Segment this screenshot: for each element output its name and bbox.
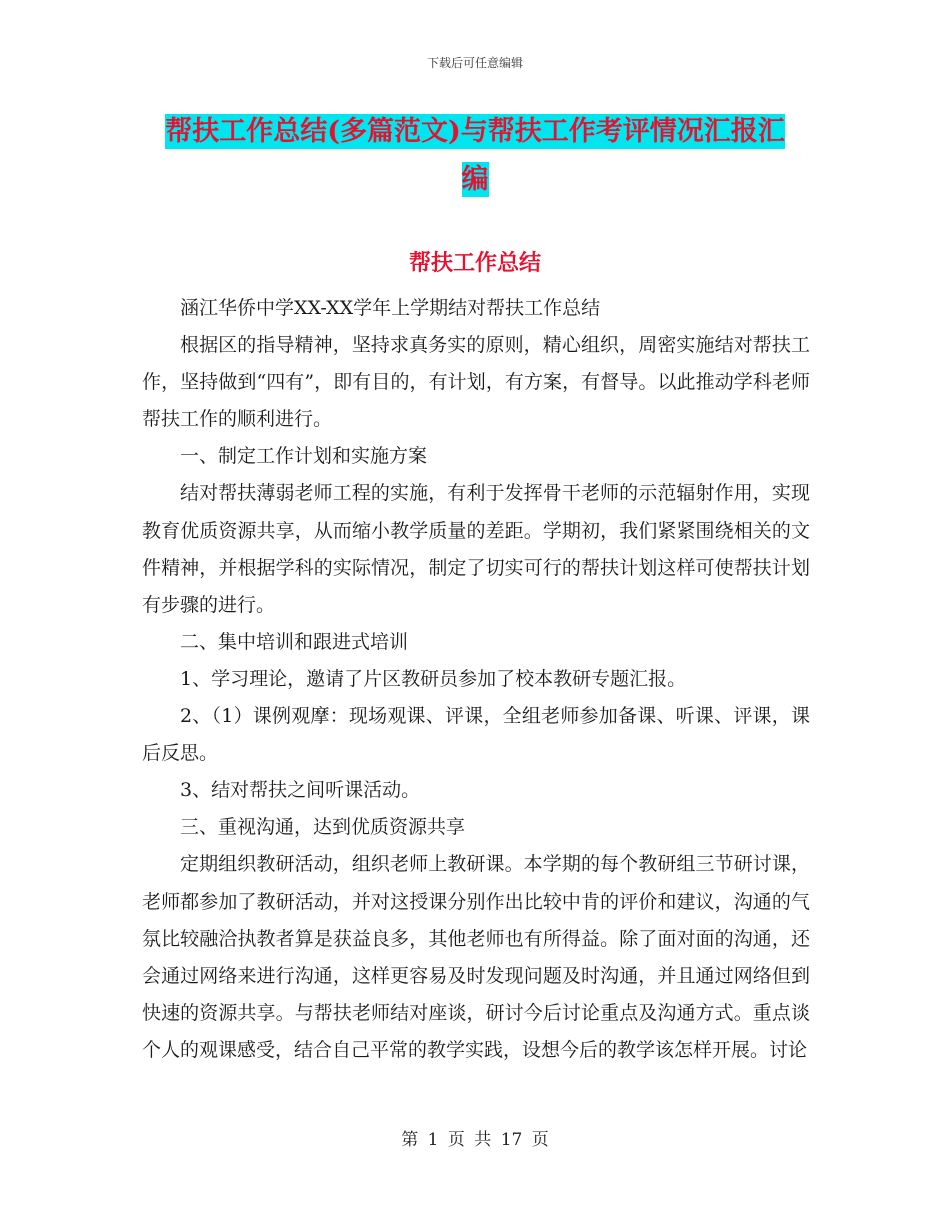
header-note: 下载后可任意编辑: [426, 56, 523, 70]
page-footer: 第 1 页 共 17 页: [401, 1130, 549, 1150]
title-line-2: 编: [461, 164, 489, 195]
body-text: [142, 290, 810, 1069]
paragraph: 1、学习理论，邀请了片区教研员参加了校本教研专题汇报。: [180, 667, 687, 690]
paragraph: 2、（1）课例观摩：现场观课、评课，全组老师参加备课、听课、评课，课后反思。: [142, 705, 810, 765]
paragraph: 根据区的指导精神，坚持求真务实的原则，精心组织，周密实施结对帮扶工作，坚持做到“四有”，即有目的，有计划，有方案，有督导。以此推动学科老师帮扶工作的顺利进行。: [142, 334, 810, 431]
paragraph: 涵江华侨中学XX-XX学年上学期结对帮扶工作总结: [180, 297, 601, 319]
paragraph: 一、制定工作计划和实施方案: [180, 445, 428, 468]
section-title: 帮扶工作总结: [408, 250, 541, 276]
document-title: [0, 108, 950, 204]
paragraph: 3、结对帮扶之间听课活动。: [180, 779, 421, 802]
paragraph: 二、集中培训和跟进式培训: [180, 630, 409, 653]
paragraph: 结对帮扶薄弱老师工程的实施，有利于发挥骨干老师的示范辐射作用，实现教育优质资源共享，从而缩小教学质量的差距。学期初，我们紧紧围绕相关的文件精神，并根据学科的实际情况，制定了切实可行的帮扶计划这样可使帮扶计划有步骤的进行。: [142, 482, 810, 616]
paragraph: 定期组织教研活动，组织老师上教研课。本学期的每个教研组三节研讨课，老师都参加了教研活动，并对这授课分别作出比较中肯的评价和建议，沟通的气氛比较融洽执教者算是获益良多，其他老师也有所得益。除了面对面的沟通，还会通过网络来进行沟通，这样更容易及时发现问题及时沟通，并且通过网络但到快速的资源共享。与帮扶老师结对座谈，研讨今后讨论重点及沟通方式。重点谈个人的观课感受，结合自己平常的教学实践，设想今后的教学该怎样开展。讨论: [142, 853, 810, 1061]
paragraph: 三、重视沟通，达到优质资源共享: [180, 816, 466, 839]
title-line-1: 帮扶工作总结(多篇范文)与帮扶工作考评情况汇报汇: [165, 116, 785, 147]
